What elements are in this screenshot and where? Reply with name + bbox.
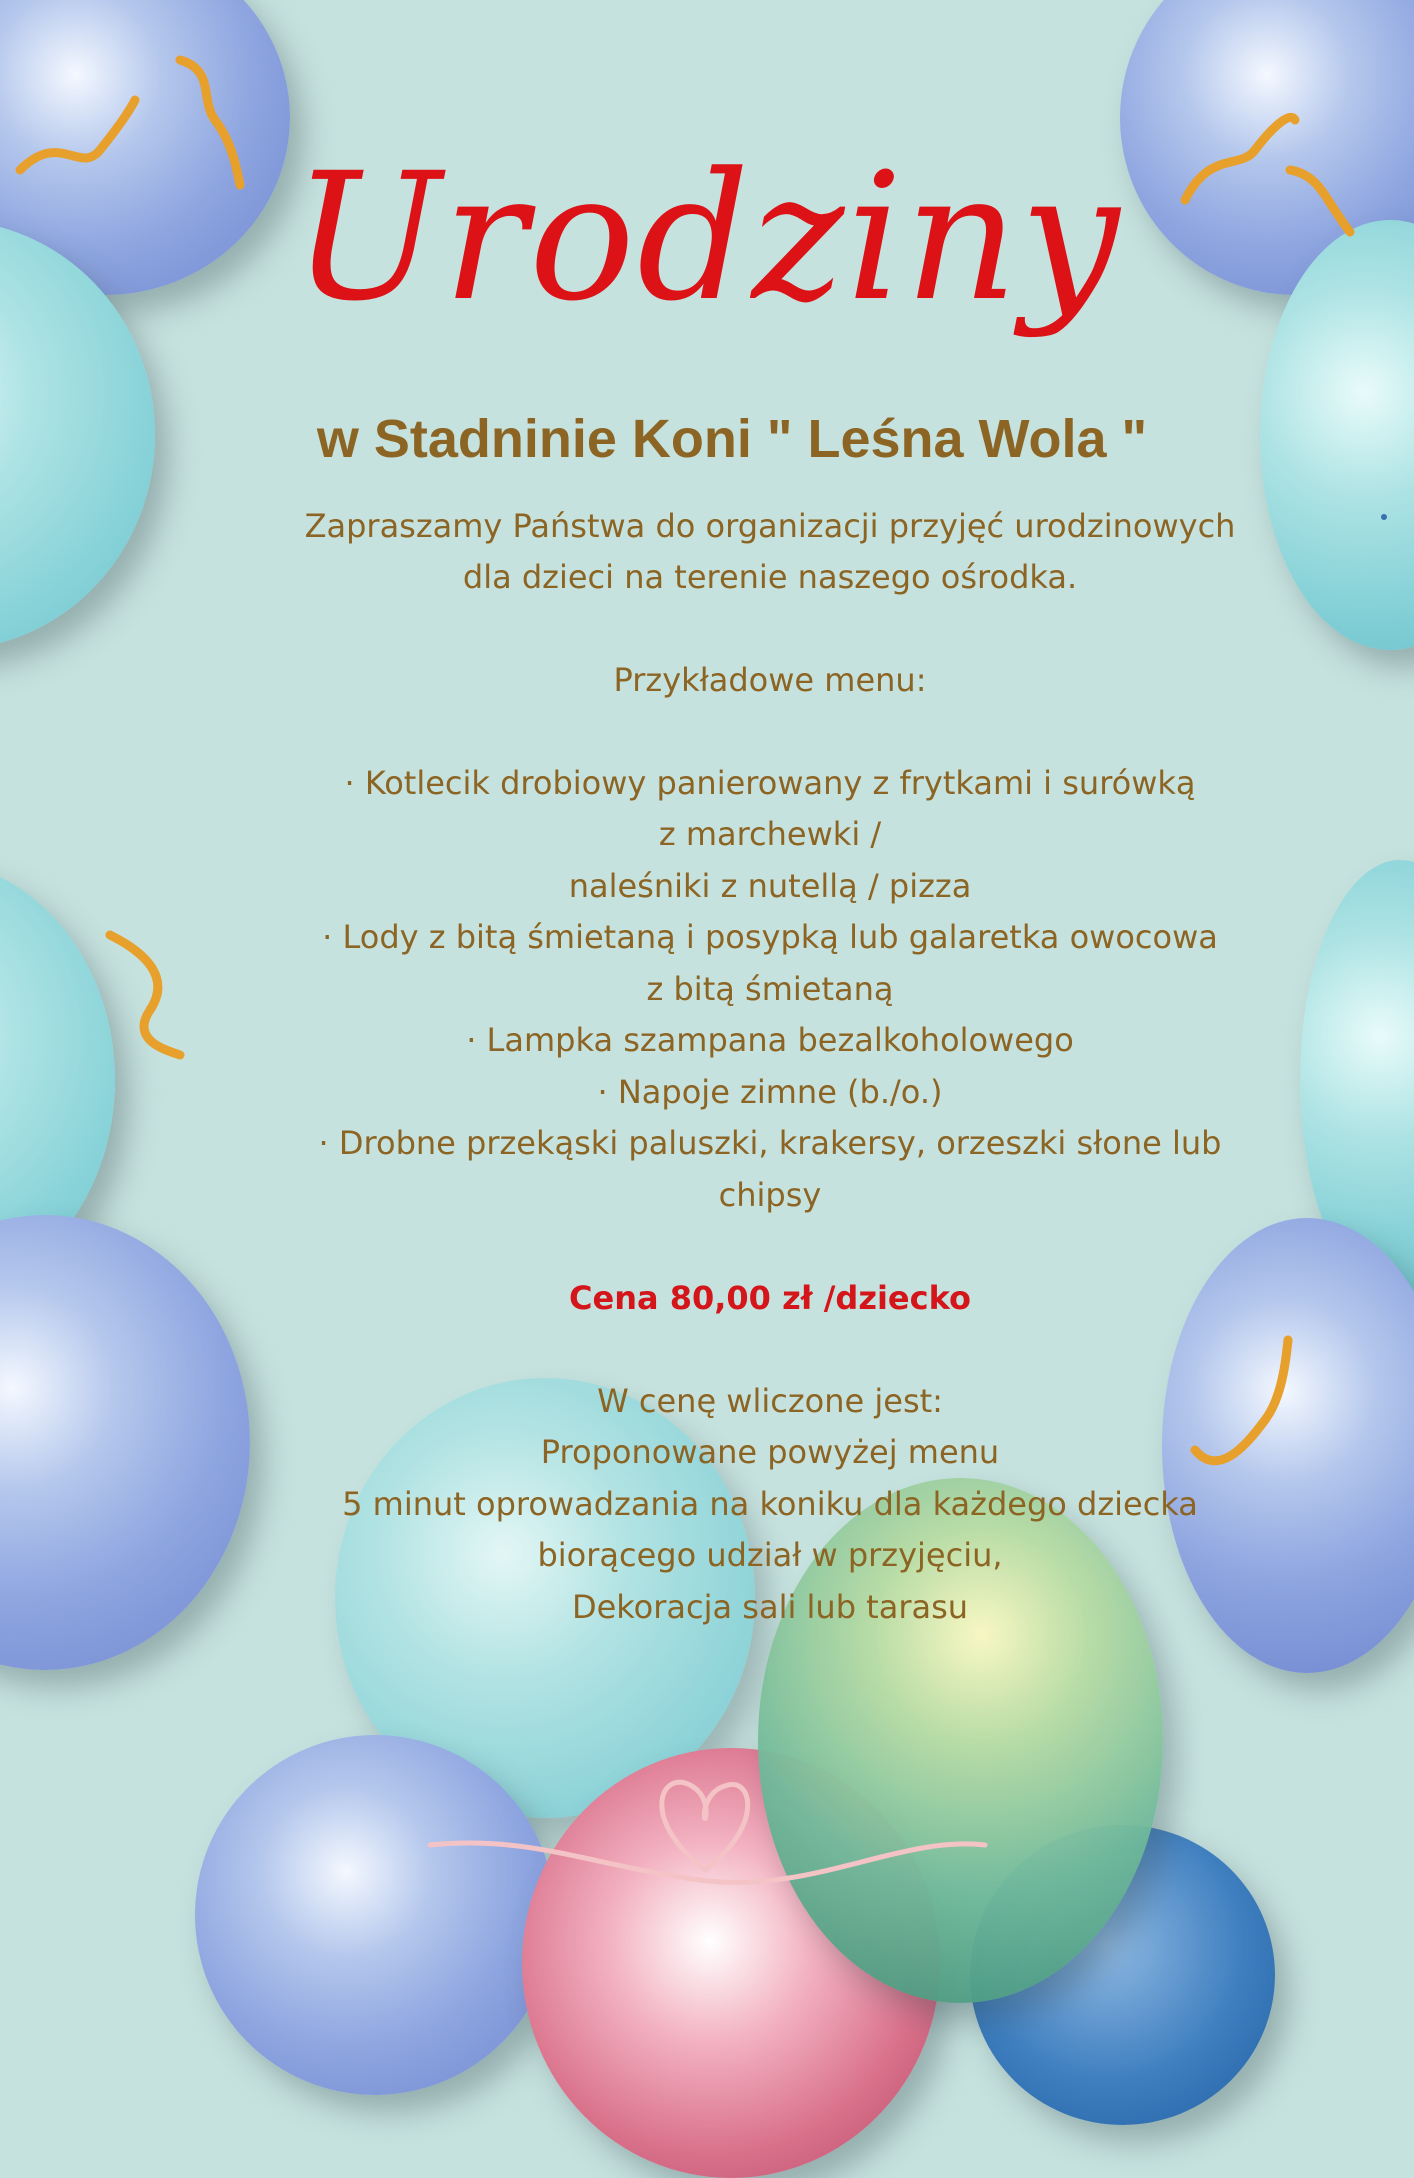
intro-line: dla dzieci na terenie naszego ośrodka. — [462, 558, 1078, 596]
page-title: Urodziny — [292, 135, 1122, 340]
venue-subtitle: w Stadninie Koni " Leśna Wola " — [316, 409, 1148, 469]
menu-line: z bitą śmietaną — [646, 970, 894, 1008]
menu-heading: Przykładowe menu: — [613, 661, 927, 699]
menu-line: · Napoje zimne (b./o.) — [597, 1073, 943, 1111]
menu-line: · Lampka szampana bezalkoholowego — [466, 1021, 1074, 1059]
included-line: biorącego udział w przyjęciu, — [537, 1536, 1003, 1574]
menu-line: chipsy — [718, 1176, 822, 1214]
menu-line: naleśniki z nutellą / pizza — [568, 867, 972, 905]
included-heading: W cenę wliczone jest: — [597, 1382, 943, 1420]
included-line: Dekoracja sali lub tarasu — [571, 1588, 969, 1626]
menu-line: · Kotlecik drobiowy panierowany z frytkami i surówką — [344, 764, 1196, 802]
menu-line: · Drobne przekąski paluszki, krakersy, orzeszki słone lub — [318, 1124, 1222, 1162]
menu-line: · Lody z bitą śmietaną i posypką lub galaretka owocowa — [322, 918, 1218, 956]
menu-line: z marchewki / — [658, 815, 882, 853]
intro-line: Zapraszamy Państwa do organizacji przyjęć urodzinowych — [304, 507, 1236, 545]
included-line: 5 minut oprowadzania na koniku dla każdego dziecka — [342, 1485, 1198, 1523]
price-label: Cena 80,00 zł /dziecko — [569, 1279, 971, 1317]
included-line: Proponowane powyżej menu — [540, 1433, 1000, 1471]
